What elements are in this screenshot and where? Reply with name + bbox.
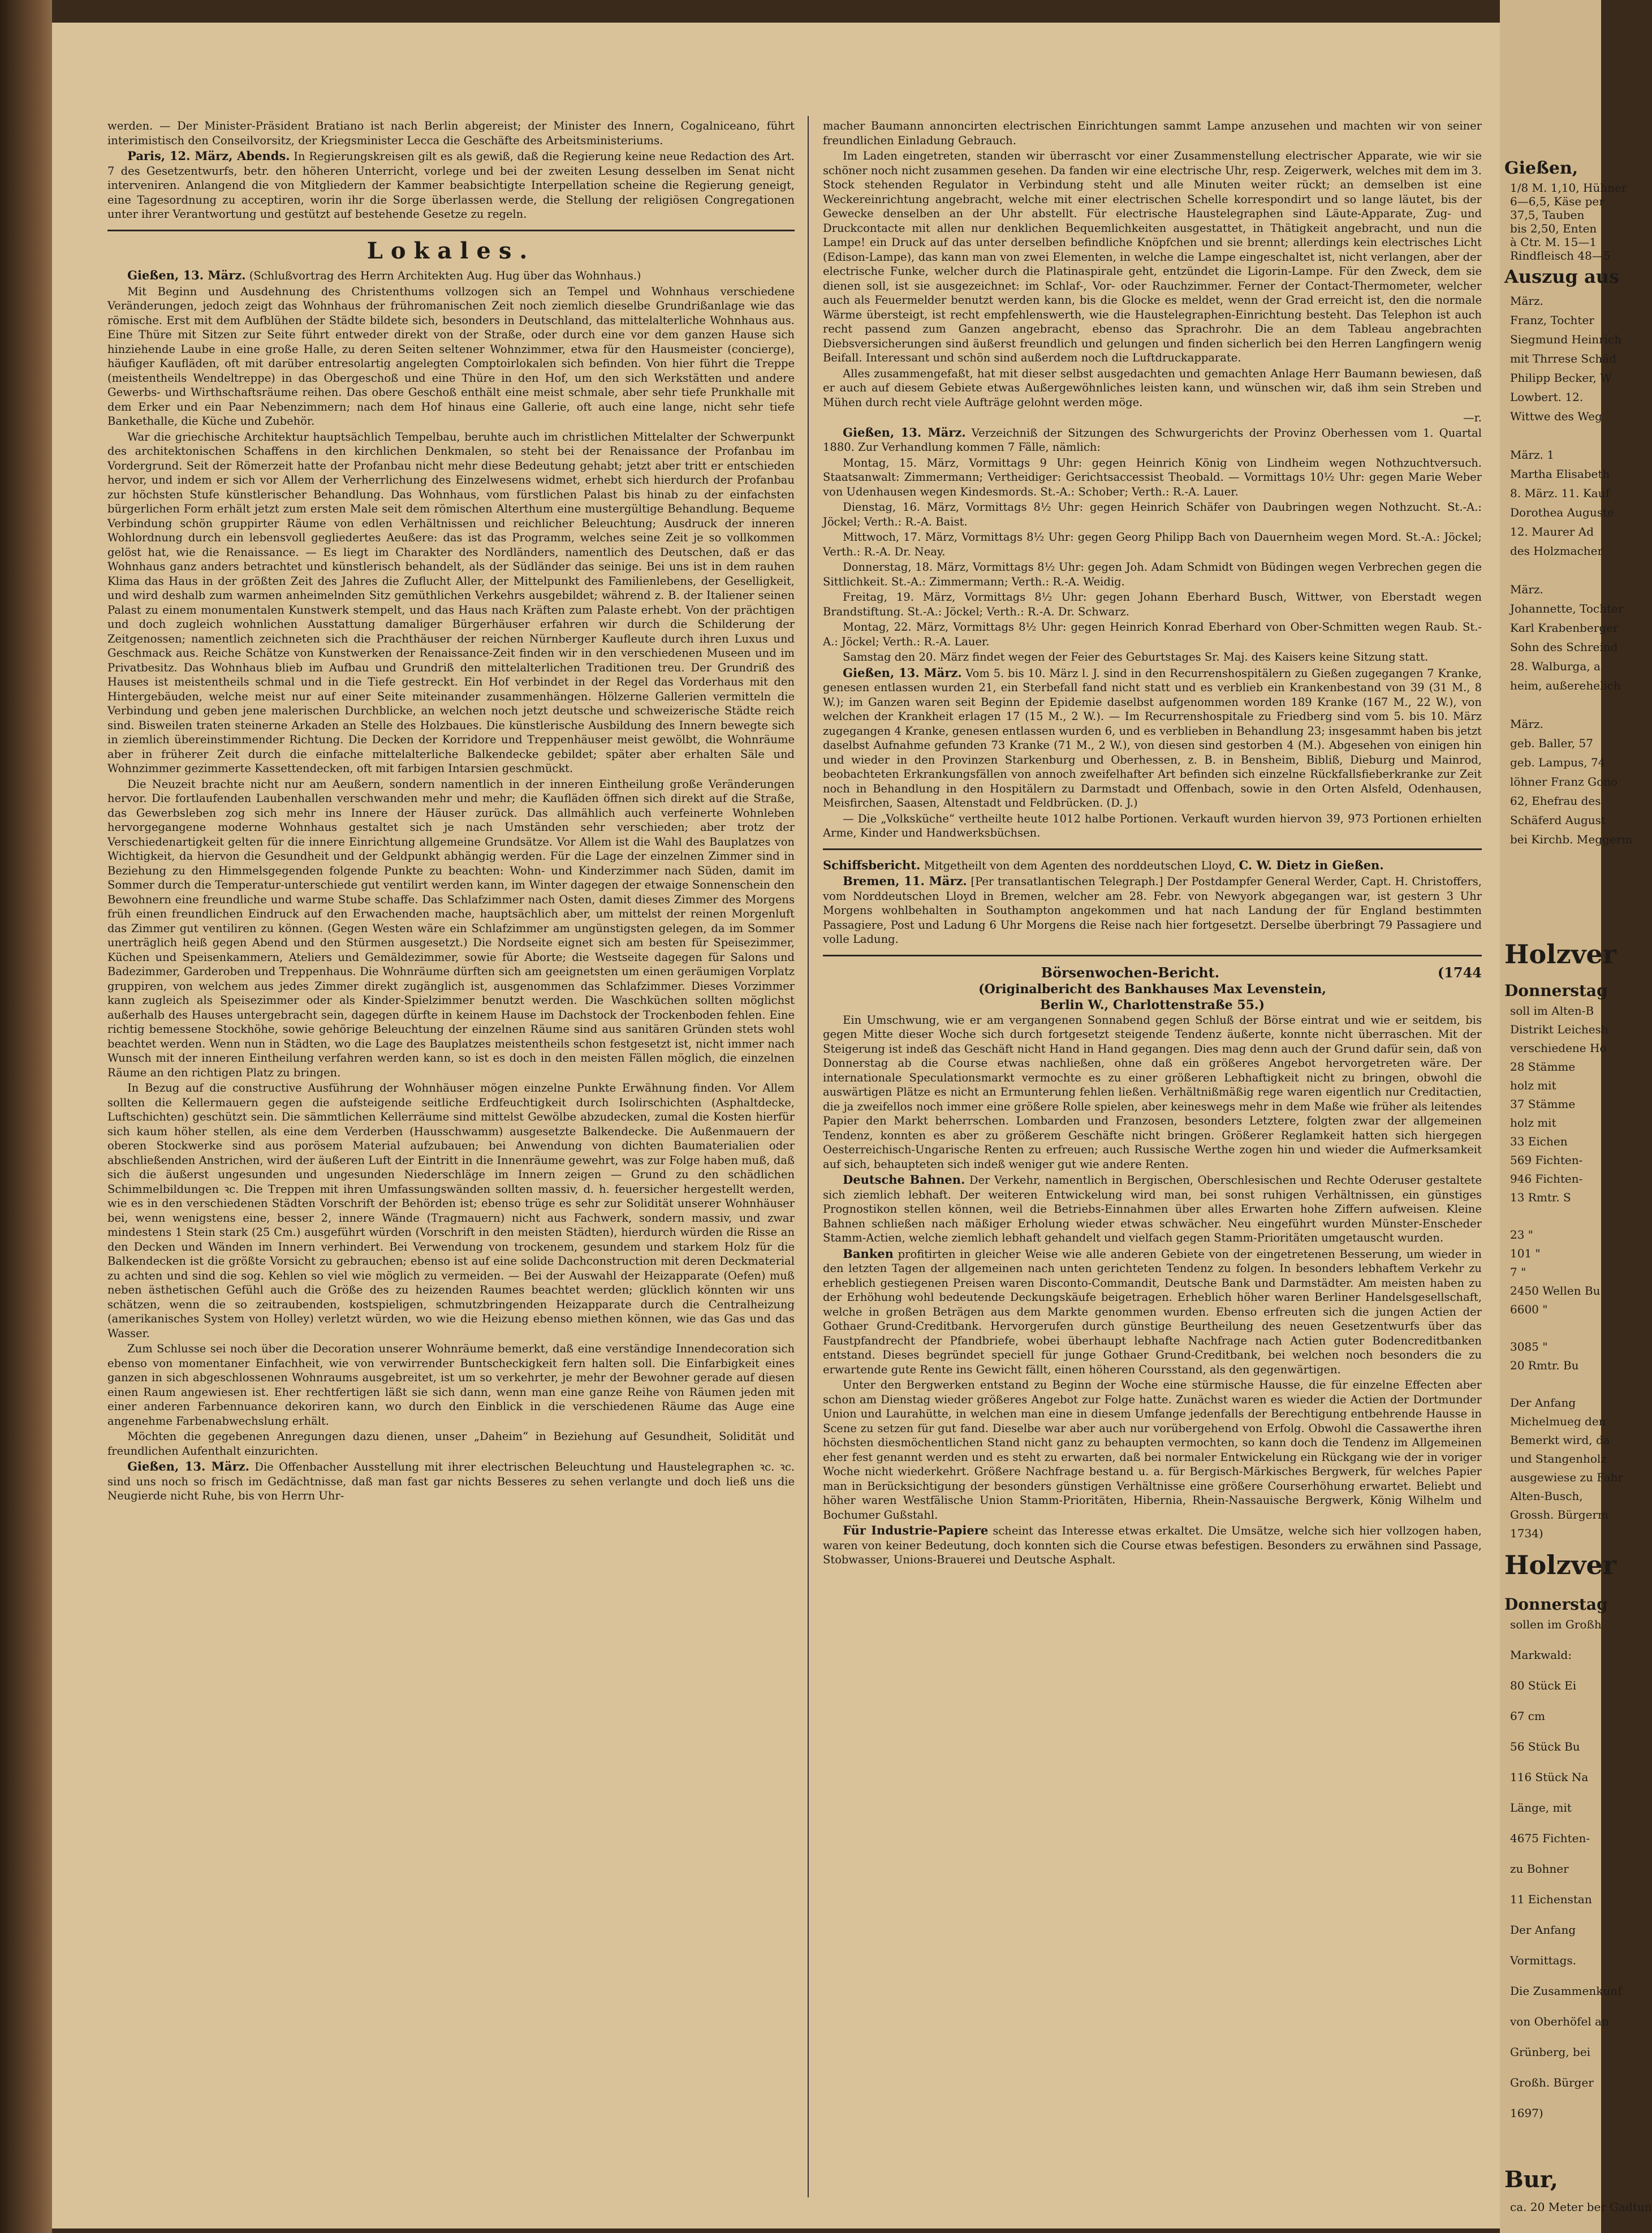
paragraph: [Per transatlantischen Telegraph.] Der Postdampfer General Werder, Capt. H. Christoffers, vom Norddeutschen Lloyd in Bremen, welcher am 28. Febr. von Newyork abgegangen war, ist gestern 3 Uhr Morgens wohlbehalten in Southampton angekommen und hat nach Landung der für England bestimmten Passagiere, Post und Ladung 6 Uhr Morgens die Reise nach hier fortgesetzt. Derselbe überbringt 79 Passagiere und volle Ladung. — [823, 875, 1482, 946]
strip-line: Philipp Becker, W — [1510, 371, 1612, 385]
paragraph: Im Laden eingetreten, standen wir überrascht vor einer Zusammenstellung electrischer Apparate, wie wir sie schöner noch nicht zusammen gesehen. Da fanden wir eine electrische Uhr, resp. Zeigerwerk, welches mit dem im 3. Stock stehenden Regulator in Verbindung steht und alle Minuten weiter rückt; an demselben ist eine Weckereinrichtung angebracht, welche mit einer electrischen Schelle korrespondirt und so lange läutet, bis der Gewecke denselben an der Uhr abstellt. Für electrische Haustelegraphen sind Läute-Apparate, Zug- und Druckcontacte mit allen nur denklichen Bequemlichkeiten ausgestattet, in Thätigkeit angebracht, und nun die Lampe! ein Druck auf das unter derselben befindliche Knöpfchen und sie brennt; allerdings kein electrisches Licht (Edison-Lampe), das kann man von zwei Elementen, in welche die Lampe eingeschaltet ist, nicht verlangen, aber der electrische Funke, welcher durch die Platinaspirale geht, entzündet die Ligorin-Lampe. Für den Zweck, dem sie dienen soll, ist sie ausgezeichnet: im Schlaf-, Vor- oder Rauchzimmer. Ferner der Contact-Thermometer, welcher auch als Feuermelder benutzt werden kann, bis die Glocke es meldet, wenn der Grad erreicht ist, den die normale Wärme übersteigt, ist recht empfehlenswerth, wie die Haustelegraphen-Einrichtung besteht. Das Telephon ist auch recht passend zum Ganzen angebracht, ebenso das Sprachrohr. Die an dem Tableau angebrachten Diebsversicherungen sind äußerst freundlich und gelungen und finden sicherlich bei den Herren Langfingern wenig Beifall. Interessant und schön sind außerdem noch die Luftdruckapparate. — [823, 149, 1482, 364]
paragraph: Möchten die gegebenen Anregungen dazu dienen, unser „Daheim“ in Beziehung auf Gesundheit, Solidität und freundlichen Aufenthalt einzurichten. — [107, 1430, 795, 1458]
strip-line: 23 " — [1510, 1228, 1534, 1241]
strip-line: bei Kirchb. Meggerm — [1510, 833, 1633, 846]
strip-line: Alten-Busch, — [1510, 1489, 1583, 1503]
strip-line: 7 " — [1510, 1265, 1526, 1279]
strip-line: März. — [1510, 717, 1543, 731]
paragraph: Verzeichniß der Sitzungen des Schwurgerichts der Provinz Oberhessen vom 1. Quartal 1880. Zur Verhandlung kommen 7 Fälle, nämlich: — [823, 426, 1482, 454]
dateline: Bremen, 11. März. — [843, 874, 967, 888]
strip-line: 946 Fichten- — [1510, 1172, 1583, 1186]
strip-heading: Gießen, — [1504, 158, 1578, 178]
paragraph: Die Offenbacher Ausstellung mit ihrer electrischen Beleuchtung und Haustelegraphen ꝛc. ꝛc. sind uns noch so frisch im Gedächtnisse, daß man fast gar nichts Besseres zu sehen verlangte und doch ließ uns die Neugierde nicht Ruhe, bis von Herrn Uhr- — [107, 1460, 795, 1502]
strip-line: holz mit — [1510, 1079, 1556, 1092]
strip-line: Schäferd August — [1510, 813, 1606, 827]
strip-line: Johannette, Tochter — [1510, 602, 1624, 615]
strip-line: 13 Rmtr. S — [1510, 1191, 1571, 1204]
strip-line: Wittwe des Weg — [1510, 409, 1602, 423]
session-item: Mittwoch, 17. März, Vormittags 8½ Uhr: gegen Georg Philipp Bach von Dauernheim wegen Mord. St.-A.: Jöckel; Verth.: R.-A. Dr. Neay. — [823, 531, 1482, 558]
strip-line: März. — [1510, 583, 1543, 596]
strip-line: Der Anfang — [1510, 1396, 1576, 1409]
strip-line: zu Bohner — [1510, 1862, 1569, 1876]
paragraph: profitirten in gleicher Weise wie alle anderen Gebiete von der eingetretenen Besserung, um wieder in den letzten Tagen der allgemeinen nach unten gerichteten Tendenz zu folgen. In besonders lebhaftem Verkehr zu erheblich gestiegenen Preisen waren Disconto-Commandit, Deutsche Bank und Darmstädter. Am meisten haben zu der Erhöhung wohl bedeutende Deckungskäufe beigetragen. Erheblich höher waren Berliner Handelsgesellschaft, welche in großen Beträgen aus dem Markte genommen wurden. Ebenso erfreuten sich die jungen Actien der Gothaer Grund-Creditbank. Hervorgerufen durch günstige Beurtheilung des neuen Gesetzentwurfs über das Faustpfandrecht der Pfandbriefe, wobei überhaupt lebhafte Nachfrage nach Actien guter Bodencreditbanken entstand. Dieses begründet speciell für junge Gothaer Grund-Creditbank, bei welchen noch besonders die zu erwartende gute Rente ins Gewicht fällt, einen höheren Coursstand, als den gegenwärtigen. — [823, 1247, 1482, 1376]
session-item: Dienstag, 16. März, Vormittags 8½ Uhr: gegen Heinrich Schäfer von Daubringen wegen Nothzucht. St.-A.: Jöckel; Verth.: R.-A. Baist. — [823, 501, 1482, 528]
strip-line: Dorothea Auguste — [1510, 506, 1614, 519]
strip-line: 1697) — [1510, 2106, 1543, 2120]
strip-line: 1/8 M. 1,10, Hühner — [1510, 181, 1627, 195]
paragraph: Die Neuzeit brachte nicht nur am Aeußern, sondern namentlich in der inneren Eintheilung große Veränderungen hervor. Die fortlaufenden Laubenhallen verschwanden mehr und mehr; die Kaufläden öffnen sich direkt auf die Straße, das Gewerbsleben zog sich mehr ins Innere der Häuser zurück. Das allmählich auch verfeinerte Wohnleben hervorgegangene moderne Wohnhaus gestaltet sich je nach Umständen sehr verschieden; aber trotz der Verschiedenartigkeit gelten für die innere Einrichtung allgemeine Grundsätze. Vor Allem ist die Wahl des Bauplatzes von Wichtigkeit, da hiervon die Gesundheit und der Geldpunkt abhängig werden. Für die Lage der einzelnen Zimmer sind in Beziehung zu den Himmelsgegenden folgende Punkte zu beachten: Wohn- und Kinderzimmer nach Süden, damit im Sommer durch die Temperatur-unterschiede gut ventilirt werden kann, im Winter dagegen der etwaige Sonnenschein den Bewohnern eine freundliche und warme Stube schaffe. Das Schlafzimmer nach Osten, damit dieses Zimmer des Morgens früh einen freundlichen Eindruck auf den Erwachenden mache, hauptsächlich aber, um mittelst der reinen Morgenluft das Zimmer gut ventiliren zu können. (Gegen Westen wäre ein Schlafzimmer am ungünstigsten gelegen, da im Sommer unerträglich heiß gegen Abend und den Stürmen ausgesetzt.) Die Nordseite eignet sich am besten für Speisezimmer, Küchen und Speisenkammern, Ateliers und Gemäldezimmer, sowie für Aborte; die Westseite dagegen für Salons und Badezimmer, Garderoben und Treppenhaus. Die Wohnräume dürften sich am geeignetsten um einen geräumigen Vorplatz gruppiren, von welchem aus jedes Zimmer direkt zugänglich ist, ausgenommen das Schlafzimmer. Dieses Vorzimmer kann zugleich als Speisezimmer oder als Kinder-Spielzimmer benutzt werden. Die Waschküchen sollten möglichst außerhalb des Hauses untergebracht sein, dagegen dürfte in keinem Hause im Dachstock der Trockenboden fehlen. Eine richtig bemessene Stockhöhe, sowie gehörige Beleuchtung der einzelnen Räume sind aus sanitären Gründen stets wohl beachtet werden. Wenn nun in Städten, wo die Lage des Bauplatzes meistentheils schon festgesetzt ist, nicht immer nach Wunsch mit der inneren Eintheilung verfahren werden kann, so ist es doch in den meisten Fällen möglich, die einzelnen Räume an den richtigen Platz zu bringen. — [107, 777, 795, 1079]
strip-line: 1734) — [1510, 1527, 1543, 1540]
strip-line: 101 " — [1510, 1247, 1541, 1260]
paragraph-lead: Für Industrie-Papiere — [843, 1523, 989, 1537]
strip-line: holz mit — [1510, 1116, 1556, 1130]
paragraph: War die griechische Architektur hauptsächlich Tempelbau, beruhte auch im christlichen Mittelalter der Schwerpunkt des architektonischen Schaffens in den kirchlichen Denkmalen, so steht bei der Renaissance der Profanbau im Vordergrund. Seit der Römerzeit hatte der Profanbau nicht mehr diese Bedeutung gehabt; jetzt aber tritt er entschieden hervor, und indem er sich vor Allem der Verherrlichung des Einzelwesens widmet, erhebt sich hierdurch der Profanbau zur höchsten Stufe künstlerischer Behandlung. Das Wohnhaus, vom fürstlichen Palast bis hinab zu der einfachsten bürgerlichen Form erhält jetzt zum ersten Male seit dem römischen Alterthum eine mustergültige Behandlung. Bequeme Verbindung schön gruppirter Räume von edlen Verhältnissen und reichlicher Beleuchtung; Ausdruck der inneren Wohlordnung durch ein lebensvoll gegliedertes Aeußere: das ist das Programm, welches seine Zeit je so vollkommen gelöst hat, wie die Renaissance. — Es liegt im Charakter des Nordländers, namentlich des Deutschen, daß er das Wohnhaus ganz anders betrachtet und künstlerisch behandelt, als der Südländer das seinige. Bei uns ist in dem rauhen Klima das Haus in der größten Zeit des Jahres die Zuflucht Aller, der Mittelpunkt des Familienlebens, der Geselligkeit, und wird deshalb zum warmen anheimelnden Sitz gemüthlichen Verkehrs ausgebildet; während z. B. der Italiener seinen Palast zu einem monumentalen Kunstwerk stempelt, und das Haus nach Kräften zum Palaste erhebt. Von der prächtigen und doch zugleich wohnlichen Ausstattung damaliger Bürgerhäuser erfahren wir durch die Schilderung der Zeitgenossen; namentlich zeichneten sich die Prachthäuser der reichen Nürnberger Kaufleute durch ihren Luxus und Geschmack aus. Reiche Schätze von Kunstwerken der Renaissance-Zeit finden wir in den verschiedenen Museen und im Privatbesitz. Das Wohnhaus blieb im Aufbau und Grundriß den mittelalterlichen Traditionen treu. Der Grundriß des Hauses ist meistentheils schmal und in die Tiefe gestreckt. Ein Hof verbindet in der Regel das Vorderhaus mit den Hintergebäuden, welche meist nur auf einer Seite miteinander zusammenhängen. Hölzerne Gallerien vermitteln die Verbindung und geben jene malerischen Durchblicke, an welchen noch jetzt deutsche und schweizerische Städte reich sind. Bisweilen traten steinerne Arkaden an Stelle des Holzbaues. Die künstlerische Ausbildung des Innern bewegte sich in ziemlich übereinstimmender Richtung. Die Decken der Korridore und Treppenhäuser meist gewölbt, die Wohnräume aber in früherer Zeit durch die einfache mittelalterliche Balkendecke gebildet; später aber erhalten Säle und Wohnzimmer gezimmerte Kassettendecken, oft mit farbigen Intarsien geschmückt. — [107, 430, 795, 775]
paragraph: Der Verkehr, namentlich in Bergischen, Oberschlesischen und Rechte Oderuser gestaltete sich ziemlich lebhaft. Der weiteren Entwickelung wird man, bei sonst ruhigen Verhältnissen, ein günstiges Prognostikon stellen können, weil die Betriebs-Einnahmen über alles Erwarten hohe Ziffern aufweisen. Kleine Bahnen schließen nach mäßiger Erholung wieder etwas schwächer. Neu eingeführt wurden Münster-Enscheder Stamm-Actien, welche ziemlich lebhaft gehandelt und vielfach gegen Stamm-Prioritäten umgetauscht wurden. — [823, 1174, 1482, 1244]
paragraph: Mit Beginn und Ausdehnung des Christenthums vollzogen sich an Tempel und Wohnhaus verschiedene Veränderungen, jedoch zeigt das Wohnhaus der frühromanischen Zeit noch ziemlich dieselbe Grundrißanlage wie das römische. Erst mit dem Aufblühen der Städte bildete sich, besonders in Deutschland, das mittelalterliche Wohnhaus aus. Eine Thüre mit Sitzen zur Seite führt entweder direkt von der Straße, oder durch eine vor dem ganzen Hause sich hinziehende Laube in eine große Halle, zu deren Seiten seltener Wohnzimmer, etwa für den Hausmeister (concierge), häufiger Kaufläden, oft mit darüber entresolartig angelegten Comptoirlokalen sich befinden. Von hier führt die Treppe (meistentheils Wendeltreppe) in das Obergeschoß und eine Thüre in den Hof, um den sich Werkstätten und andere Gewerbs- und Wirthschaftsräume reihen. Das obere Geschoß enthält eine meist schmale, aber sehr tiefe Prunkhalle mit dem Erker und ein Paar Nebenzimmern; nach dem Hof hinaus eine Gallerie, oft auch eine lange, nicht sehr tiefe Bankethalle, die Küche und Zubehör. — [107, 284, 795, 428]
strip-line: 2450 Wellen Bu — [1510, 1284, 1601, 1297]
subtitle: (Schlußvortrag des Herrn Architekten Aug. Hug über das Wohnhaus.) — [249, 269, 641, 282]
strip-line: März. — [1510, 294, 1543, 308]
strip-line: 116 Stück Na — [1510, 1770, 1589, 1784]
strip-line: sollen im Großh — [1510, 1618, 1602, 1631]
divider — [823, 848, 1482, 850]
adjacent-page-strip — [1500, 0, 1652, 2233]
session-item: Freitag, 19. März, Vormittags 8½ Uhr: gegen Johann Eberhard Busch, Wittwer, von Eberstadt wegen Brandstiftung. St.-A.: Jöckel; Verth.: R.-A. Dr. Schwarz. — [823, 590, 1482, 618]
strip-line: soll im Alten-B — [1510, 1004, 1594, 1018]
left-column — [107, 119, 795, 1505]
paragraph: Vom 5. bis 10. März l. J. sind in den Recurrenshospitälern zu Gießen zugegangen 7 Kranke, genesen entlassen wurden 21, ein Sterbefall fand nicht statt und es verblieb ein Krankenbestand von 39 (31 M., 8 W.); im Ganzen waren seit Beginn der Epidemie daselbst aufgenommen worden 189 Kranke (167 M., 22 W.), von welchen der Krankheit erlagen 17 (15 M., 2 W.). — Im Recurrenshospitale zu Friedberg sind vom 5. bis 10. März zugegangen 4 Kranke, genesen entlassen wurden 6, und es verblieben in Behandlung 23; insgesammt haben bis jetzt daselbst Aufnahme gefunden 73 Kranke (71 M., 2 W.), von diesen sind gestorben 4 (M.). Abgesehen von einigen hin und wieder in den Provinzen Starkenburg und Oberhessen, z. B. in Bensheim, Bibliß, Dieburg und Mainrod, beobachteten Erkrankungsfällen von annoch zweifelhafter Art befinden sich einzelne Rückfallsfieberkranke zur Zeit noch in Behandlung in den Hospitälern zu Darmstadt und Offenbach, sowie in den Orten Alsfeld, Odenhausen, Meisfirchen, Saasen, Altenstadt und Feldbrücken. — [823, 666, 1482, 809]
strip-line: 569 Fichten- — [1510, 1153, 1583, 1167]
subtitle: Mitgetheilt von dem Agenten des norddeutschen Lloyd, — [924, 859, 1236, 872]
strip-line: März. 1 — [1510, 448, 1554, 462]
book-binding — [0, 0, 52, 2233]
paragraph: In Regierungskreisen gilt es als gewiß, daß die Regierung keine neue Redaction des Art. 7 des Gesetzentwurfs, betr. den höheren Unterricht, vorlege und bei der zweiten Lesung desselben im Senat nicht interveniren. Anlangend die von Mitgliedern der Kammer beabsichtigte Interpellation scheine die Regierung geneigt, eine Tagesordnung zu acceptiren, worin ihr die Sorge überlassen werde, die Stellung der religiösen Congregationen unter ihrer Verantwortung und gestützt auf bestehende Gesetze zu regeln. — [107, 150, 795, 221]
strip-line: heim, außerehelich — [1510, 679, 1621, 692]
strip-line: 6600 " — [1510, 1303, 1548, 1316]
strip-line: 80 Stück Ei — [1510, 1679, 1577, 1692]
column-divider — [808, 116, 809, 2197]
strip-line: Siegmund Heinrich — [1510, 333, 1622, 346]
strip-line: 12. Maurer Ad — [1510, 525, 1594, 538]
strip-line: verschiedene Ho — [1510, 1041, 1607, 1055]
strip-line: à Ctr. M. 15—1 — [1510, 235, 1597, 249]
strip-line: Der Anfang — [1510, 1923, 1576, 1937]
session-item: Montag, 22. März, Vormittags 8½ Uhr: gegen Heinrich Konrad Eberhard von Ober-Schmitten wegen Raub. St.-A.: Jöckel; Verth.: R.-A. Lauer. — [823, 620, 1482, 648]
dateline: Paris, 12. März, Abends. — [127, 149, 290, 163]
strip-line: 20 Rmtr. Bu — [1510, 1359, 1579, 1372]
strip-line: Karl Krabenberger — [1510, 621, 1619, 635]
strip-line: 4675 Fichten- — [1510, 1831, 1590, 1845]
strip-line: Markwald: — [1510, 1648, 1572, 1662]
paragraph: In Bezug auf die constructive Ausführung der Wohnhäuser mögen einzelne Punkte Erwähnung finden. Vor Allem sollten die Kellermauern gegen die aufsteigende seitliche Erdfeuchtigkeit durch Isolirschichten (Asphaltdecke, Luftschichten) geschützt sein. Die sämmtlichen Kellerräume sind mittelst Gewölbe abzudecken, zumal die Kosten hierfür sich kaum höher stellen, als eine dem Verderben (Hausschwamm) ausgesetzte Balkendecke. Die Außenmauern der oberen Stockwerke sind aus porösem Material aufzubauen; bei Anwendung von dichten Baumaterialien oder abschließenden Anstrichen, wird der äußeren Luft der Eintritt in die Innenräume gewehrt, was zur Folge haben muß, daß sich die äußerst ungesunden und ungesunden Niederschläge im Innern zeigen — Grund zu den schädlichen Schimmelbildungen ꝛc. Die Treppen mit ihren Umfassungswänden sollten massiv, d. h. feuersicher hergestellt werden, wie es in den verschiedenen Städten Vorschrift der Behörden ist; ebenso trüge es sehr zur Solidität unserer Wohnhäuser bei, wenn wenigstens eine, besser 2, innere Wände (Tragmauern) nicht aus Fachwerk, sondern massiv, und zwar mindestens 1 Stein stark (25 Cm.) ausgeführt würden (Vorschrift in den meisten Städten), hierdurch würden die Risse an den Decken und Wänden im Innern verhindert. Bei Verwendung von trockenem, gesundem und starkem Holz für die Balkendecken ist die größte Vorsicht zu gebrauchen; ebenso ist auf eine solide Dachconstruction mit deren Deckmaterial zu achten und sind die sog. Kehlen so viel wie möglich zu vermeiden. — Bei der Auswahl der Heizapparate (Oefen) muß neben ästhetischen Gefühl auch die Größe des zu heizenden Raumes beachtet werden; glücklich könnten wir uns schätzen, wenn die so zeitraubenden, kostspieligen, schmutzbringenden Heizapparate durch die Centralheizung (amerikanisches System von Holley) verletzt würden, wo wie die Heizung ebenso miethen können, wie das Gas und das Wasser. — [107, 1081, 795, 1340]
strip-line: von Oberhöfel an — [1510, 2015, 1609, 2028]
strip-line: Grossh. Bürgerm — [1510, 1508, 1609, 1521]
strip-line: 56 Stück Bu — [1510, 1740, 1580, 1753]
strip-heading: Holzver — [1504, 939, 1616, 969]
paragraph-lead: Banken — [843, 1246, 894, 1261]
strip-heading: Donnerstag — [1504, 981, 1608, 1000]
dateline: Gießen, 13. März. — [843, 425, 966, 439]
strip-line: des Holzmacher — [1510, 544, 1603, 558]
strip-line: 8. März. 11. Kauf — [1510, 486, 1610, 500]
divider — [823, 955, 1482, 956]
strip-line: Die Zusammenkunf — [1510, 1984, 1622, 1998]
ad-number: (1744 — [1437, 964, 1482, 981]
strip-line: Großh. Bürger — [1510, 2076, 1594, 2089]
strip-line: Bemerkt wird, da — [1510, 1433, 1610, 1447]
strip-line: und Stangenholz — [1510, 1452, 1607, 1465]
boerse-heading — [823, 964, 1482, 981]
paragraph: — Die „Volksküche“ vertheilte heute 1012 halbe Portionen. Verkauft wurden hiervon 39, 973 Portionen erhielten Arme, Kinder und Handwerksbüchsen. — [823, 812, 1482, 839]
strip-line: Franz, Tochter — [1510, 313, 1594, 327]
strip-line: ca. 20 Meter ber Gadtun — [1510, 2200, 1652, 2214]
strip-line: 28. Walburga, a — [1510, 659, 1601, 673]
paragraph: werden. — Der Minister-Präsident Bratiano ist nach Berlin abgereist; der Minister des Innern, Cogalniceano, führt interimistisch den Conseilvorsitz, der Kriegsminister Lecca die Geschäfte des Arbeitsministeriums. — [107, 119, 795, 147]
agent-name: C. W. Dietz in Gießen. — [1239, 857, 1384, 872]
signature: —r. — [1463, 411, 1482, 424]
strip-line: Martha Elisabeth — [1510, 467, 1610, 481]
boerse-subtitle: (Originalbericht des Bankhauses Max Levenstein, — [978, 981, 1326, 997]
paragraph: Alles zusammengefaßt, hat mit dieser selbst ausgedachten und gemachten Anlage Herr Baumann bewiesen, daß er auch auf diesem Gebiete etwas Außergewöhnliches leisten kann, und wünschen wir, daß ihm sein Streben und Mühen durch recht viele Aufträge gelohnt werden möge. — [823, 367, 1482, 409]
paragraph: macher Baumann annoncirten electrischen Einrichtungen sammt Lampe anzusehen und machten wir von seiner freundlichen Einladung Gebrauch. — [823, 119, 1482, 147]
strip-heading: Bur, — [1504, 2166, 1558, 2193]
paragraph: Zum Schlusse sei noch über die Decoration unserer Wohnräume bemerkt, daß eine verständige Innendecoration sich ebenso von momentaner Einfachheit, wie von verwirrender Buntscheckigkeit fern halten soll. Die Einfarbigkeit eines ganzen in sich abgeschlossenen Wohnraums ausgebreitet, ist um so verkehrter, je mehr der Bewohner gerade auf diesen einen Raum angewiesen ist. Eher rechtfertigen läßt sie sich dann, wenn man eine ganze Reihe von Räumen jeden mit einer anderen Farbennuance dekoriren kann, wo durch den Einblick in die verschiedenen Räume das Auge eine angenehme Farbenabwechslung erhält. — [107, 1342, 795, 1428]
strip-heading: Donnerstag — [1504, 1595, 1608, 1614]
strip-line: löhner Franz Gono — [1510, 775, 1618, 788]
strip-line: 3085 " — [1510, 1340, 1548, 1353]
strip-line: 37 Stämme — [1510, 1097, 1576, 1111]
strip-heading: Auszug aus — [1504, 266, 1620, 287]
paragraph: Ein Umschwung, wie er am vergangenen Sonnabend gegen Schluß der Börse eintrat und wie er seitdem, bis gegen Mitte dieser Woche sich durch fortgesetzt steigende Tendenz äußerte, konnte nicht überraschen. Mit der Steigerung ist indeß das Geschäft nicht Hand in Hand gegangen. Dies mag denn auch der Grund dafür sein, daß von Donnerstag ab die Course etwas nachließen, ohne daß ein größeres Angebot hervorgetreten wäre. Der internationale Speculationsmarkt vermochte es zu einer größeren Lebhaftigkeit nicht zu bringen, obwohl die auswärtigen Plätze es nicht an Ermunterung fehlen ließen. Verhältnißmäßig rege waren eigentlich nur Creditactien, die ja zweifellos noch immer eine größere Rolle spielen, aber keineswegs mehr in dem Maße wie früher als leitendes Papier den Markt beherrschen. Lombarden und Franzosen, besonders Letztere, folgten zwar der allgemeinen Tendenz, konnten es aber zu größerem Geschäfte nicht bringen. Größerer Reglamkeit hatten sich hiergegen Oesterreichisch-Ungarische Renten zu erfreuen; auch Russische Werthe zogen hin und wieder die Aufmerksamkeit auf sich, behaupteten sich indeß weniger gut wie andere Renten. — [823, 1013, 1482, 1171]
strip-line: 11 Eichenstan — [1510, 1893, 1592, 1906]
dateline: Gießen, 13. März. — [127, 1459, 249, 1473]
strip-line: Vormittags. — [1510, 1954, 1576, 1967]
divider — [107, 230, 795, 231]
strip-line: bis 2,50, Enten — [1510, 222, 1597, 235]
session-item: Donnerstag, 18. März, Vormittags 8½ Uhr: gegen Joh. Adam Schmidt von Büdingen wegen Verbrechen gegen die Sittlichkeit. St.-A.: Zimmermann; Verth.: R.-A. Weidig. — [823, 561, 1482, 588]
strip-line: Lowbert. 12. — [1510, 390, 1584, 404]
strip-line: Grünberg, bei — [1510, 2045, 1591, 2059]
strip-line: Sohn des Schreind — [1510, 640, 1618, 654]
strip-line: ausgewiese zu Fahr — [1510, 1471, 1624, 1484]
boerse-subtitle-2: Berlin W., Charlottenstraße 55.) — [1040, 997, 1265, 1012]
strip-line: geb. Baller, 57 — [1510, 736, 1593, 750]
session-item: Samstag den 20. März findet wegen der Feier des Geburtstages Sr. Maj. des Kaisers keine Sitzung statt. — [843, 650, 1429, 663]
strip-line: 62, Ehefrau des — [1510, 794, 1601, 808]
paragraph: Unter den Bergwerken entstand zu Beginn der Woche eine stürmische Hausse, die für einzelne Effecten aber schon am Dienstag wieder größeres Angebot zur Folge hatte. Zunächst waren es wieder die Actien der Dortmunder Union und Laurahütte, in welchen man eine in diesem Umfange jedenfalls der Berechtigung entbehrende Hausse in Scene zu setzen für gut fand. Dieselbe war aber auch nur vorübergehend von Erfolg. Obwohl die Cassawerthe ihren höchsten diesmöchentlichen Stand nicht ganz zu behaupten vermochten, so kann doch die Tendenz im Allgemeinen eher fest genannt werden und es steht zu erwarten, daß bei normaler Entwickelung ein Rückgang wie der in voriger Woche nicht wiederkehrt. Größere Nachfrage bestand u. a. für Bergisch-Märkisches Bergwerk, für welches Papier man in Berücksichtigung der besonders günstigen Verhältnisse eine größere Courserhöhung erwartet. Beliebt und höher waren Westfälische Union Stamm-Prioritäten, Hibernia, Rhein-Nassauische Bergwerk, König Wilhelm und Bochumer Gußstahl. — [823, 1378, 1482, 1521]
strip-line: 37,5, Tauben — [1510, 208, 1585, 222]
strip-line: 6—6,5, Käse per — [1510, 195, 1604, 208]
signature: (D. J.) — [1106, 796, 1138, 809]
strip-heading: Holzver — [1504, 1550, 1616, 1580]
right-column — [823, 119, 1482, 1568]
section-heading: Schiffsbericht. — [823, 857, 921, 872]
session-item: Montag, 15. März, Vormittags 9 Uhr: gegen Heinrich König von Lindheim wegen Nothzuchtversuch. Staatsanwalt: Zimmermann; Vertheidiger: Gerichtsaccessist Theobald. — Vormittags 10½ Uhr: gegen Marie Weber von Udenhausen wegen Kindesmords. St.-A.: Schober; Verth.: R.-A. Lauer. — [823, 456, 1482, 498]
strip-line: Michelmueg den — [1510, 1415, 1606, 1428]
dateline: Gießen, 13. März. — [843, 665, 962, 680]
strip-line: 28 Stämme — [1510, 1060, 1576, 1074]
strip-line: Distrikt Leichesh — [1510, 1023, 1608, 1036]
paragraph-lead: Deutsche Bahnen. — [843, 1172, 965, 1187]
paragraph: scheint das Interesse etwas erkaltet. Die Umsätze, welche sich hier vollzogen haben, waren von keiner Bedeutung, doch konnten sich die Course etwas befestigen. Besonders zu erwähnen sind Passage, Stobwasser, Unions-Brauerei und Deutsche Asphalt. — [823, 1524, 1482, 1566]
section-heading: Lokales. — [366, 237, 536, 264]
strip-line: geb. Lampus, 74 — [1510, 756, 1606, 769]
strip-line: mit Thrrese Schäd — [1510, 352, 1616, 365]
boerse-title: Börsenwochen-Bericht. — [1041, 964, 1220, 981]
strip-line: Länge, mit — [1510, 1801, 1572, 1814]
strip-line: 67 cm — [1510, 1709, 1545, 1723]
strip-line: 33 Eichen — [1510, 1135, 1568, 1148]
dateline: Gießen, 13. März. — [127, 268, 246, 282]
strip-line: Rindfleisch 48—5 — [1510, 249, 1611, 262]
